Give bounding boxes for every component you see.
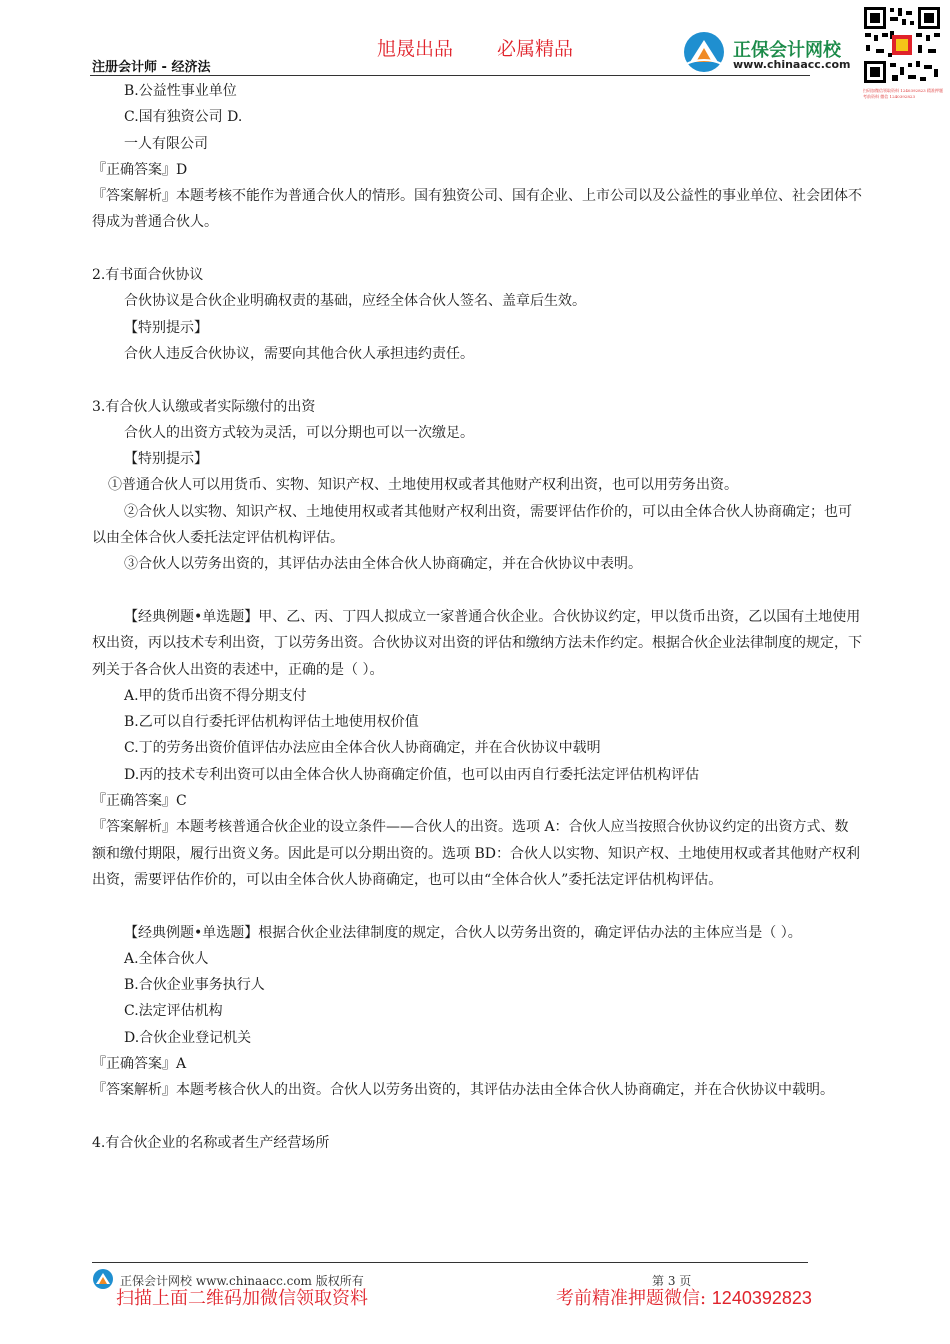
question-1-stem: 【经典例题•单选题】甲、乙、丙、丁四人拟成立一家普通合伙企业。合伙协议约定，甲以货币出资，乙以国有土地使用权出资，丙以技术专利出资，丁以劳务出资。合伙协议对出资的评估和缴纳方法未作约定。根据合伙企业法律制度的规定，下列关于各合伙人出资的表述中，正确的是（ ）。 <box>92 608 862 678</box>
header-divider <box>90 75 810 76</box>
logo-url[interactable]: www.chinaacc.com <box>733 58 851 71</box>
section-3-item-1: ①普通合伙人可以用货币、实物、知识产权、土地使用权或者其他财产权利出资，也可以用劳务出资。 <box>108 477 738 494</box>
question-2-answer: 『正确答案』A <box>92 1055 187 1072</box>
answer-explanation: 『答案解析』本题考核不能作为普通合伙人的情形。国有独资公司、国有企业、上市公司以及公益性的事业单位、社会团体不得成为普通合伙人。 <box>92 188 862 231</box>
header-slogan-left: 旭晟出品 <box>377 38 454 60</box>
question-2-option-b: B.合伙企业事务执行人 <box>124 977 265 994</box>
question-2-option-c: C.法定评估机构 <box>124 1003 223 1020</box>
section-3-para-1: 合伙人的出资方式较为灵活，可以分期也可以一次缴足。 <box>124 424 474 441</box>
question-2-explanation: 『答案解析』本题考核合伙人的出资。合伙人以劳务出资的，其评估办法由全体合伙人协商确定，并在合伙协议中载明。 <box>92 1082 834 1099</box>
logo-icon <box>680 30 728 74</box>
section-3-item-2: ②合伙人以实物、知识产权、土地使用权或者其他财产权利出资，需要评估作价的，可以由全体合伙人协商确定；也可以由全体合伙人委托法定评估机构评估。 <box>92 503 852 547</box>
answer-label: 『正确答案』D <box>92 161 188 178</box>
qr-code-icon[interactable] <box>862 5 942 85</box>
option-d-cont: 一人有限公司 <box>124 135 208 152</box>
question-2-option-d: D.合伙企业登记机关 <box>124 1029 252 1046</box>
section-2-para-2: 合伙人违反合伙协议，需要向其他合伙人承担违约责任。 <box>124 345 474 362</box>
promo-right-number: 1240392823 <box>711 1288 812 1308</box>
question-1-explanation: 『答案解析』本题考核普通合伙企业的设立条件——合伙人的出资。选项 A：合伙人应当按照合伙协议约定的出资方式、数额和缴付期限，履行出资义务。因此是可以分期出资的。选项 BD：合伙人以实物、知识产权、土地使用权或者其他财产权利出资，需要评估作价的，可以由全体合伙人协商确定，也可以由“全体合伙人”委托法定评估机构评估。 <box>92 819 860 888</box>
option-cd: C.国有独资公司 D. <box>124 109 243 126</box>
footer-divider <box>92 1262 808 1263</box>
promo-left: 扫描上面二维码加微信领取资料 <box>116 1288 368 1309</box>
section-3-item-3: ③合伙人以劳务出资的，其评估办法由全体合伙人协商确定，并在合伙协议中表明。 <box>124 556 642 573</box>
section-2-para-1: 合伙协议是合伙企业明确权责的基础，应经全体合伙人签名、盖章后生效。 <box>124 293 586 310</box>
logo-name: 正保会计网校 <box>733 40 841 61</box>
question-1-option-c: C.丁的劳务出资价值评估办法应由全体合伙人协商确定，并在合伙协议中载明 <box>124 740 601 757</box>
section-4-title: 4.有合伙企业的名称或者生产经营场所 <box>92 1134 330 1151</box>
page-number: 第 3 页 <box>652 1274 692 1288</box>
course-title: 注册会计师 - 经济法 <box>92 60 211 75</box>
qr-note: 扫码加微信领取资料 1240392823 精准押题 考前资料 微信 1240392823 <box>863 88 943 99</box>
footer-copyright: 正保会计网校 www.chinaacc.com 版权所有 <box>120 1274 364 1288</box>
section-3-title: 3.有合伙人认缴或者实际缴付的出资 <box>92 398 316 415</box>
question-2-stem: 【经典例题•单选题】根据合伙企业法律制度的规定，合伙人以劳务出资的，确定评估办法的主体应当是（ ）。 <box>124 924 802 941</box>
question-1-option-a: A.甲的货币出资不得分期支付 <box>124 687 307 704</box>
section-2-title: 2.有书面合伙协议 <box>92 267 204 284</box>
question-2-option-a: A.全体合伙人 <box>124 950 209 967</box>
question-1-option-b: B.乙可以自行委托评估机构评估土地使用权价值 <box>124 714 419 731</box>
section-3-tip: 【特别提示】 <box>124 451 208 468</box>
promo-right-label: 考前精准押题微信: <box>556 1288 712 1309</box>
promo-right <box>556 1284 812 1310</box>
section-2-tip: 【特别提示】 <box>124 319 208 336</box>
header-slogan-right: 必属精品 <box>497 38 574 60</box>
document-body <box>92 78 862 1156</box>
question-1-option-d: D.丙的技术专利出资可以由全体合伙人协商确定价值，也可以由丙自行委托法定评估机构评估 <box>124 766 700 783</box>
question-1-answer: 『正确答案』C <box>92 793 187 810</box>
footer-logo-icon <box>92 1268 114 1290</box>
option-b: B.公益性事业单位 <box>124 83 237 99</box>
